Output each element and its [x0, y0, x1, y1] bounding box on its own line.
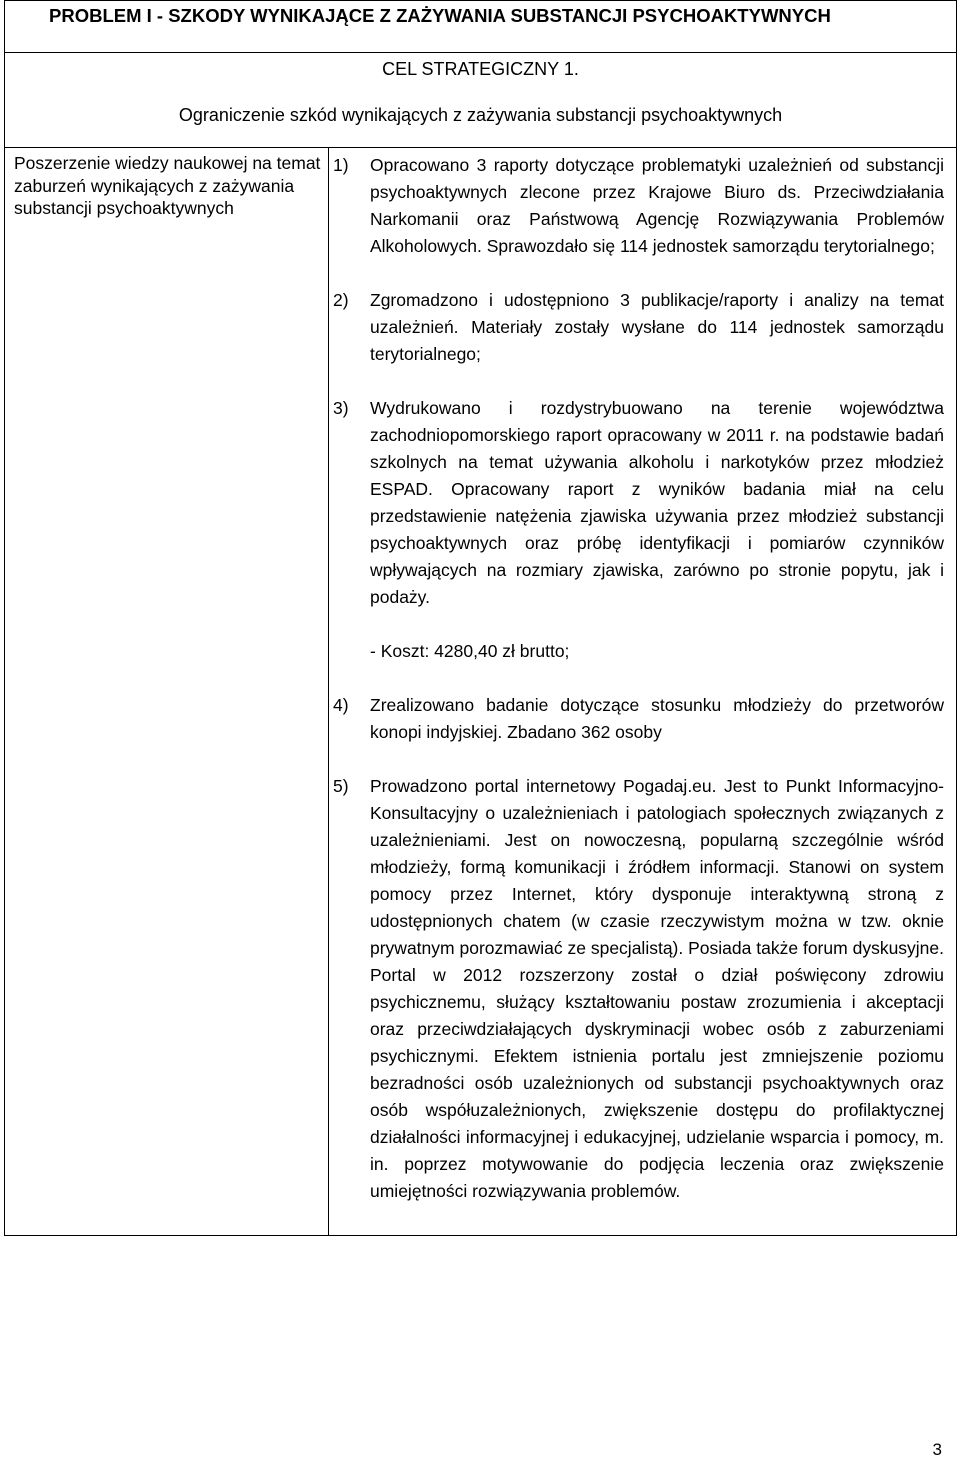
result-number: 2) — [333, 290, 349, 310]
strategic-goal-cell — [5, 53, 957, 148]
result-text: Prowadzono portal internetowy Pogadaj.eu. Jest to Punkt Informacyjno-Konsultacyjny o uzależnieniach i patologiach społecznych związanych z uzależnieniami. Jest on nowoczesną, popularną szczególnie wśród młodzieży, formą komunikacji i źródłem informacji. Stanowi on system pomocy przez Internet, który dysponuje interaktywną stroną z udostępnionych chatem (w czasie rzeczywistym można w tzw. oknie prywatnym porozmawiać ze specjalistą). Posiada także forum dyskusyjne. Portal w 2012 rozszerzony został o dział poświęcony zdrowiu psychicznemu, służący kształtowaniu postaw zrozumienia i akceptacji oraz przeciwdziałających dyskryminacji wobec osób z zaburzeniami psychicznymi. Efektem istnienia portalu jest zmniejszenie poziomu bezradności osób uzależnionych od substancji psychoaktywnych oraz osób współuzależnionych, zwiększenie dostępu do profilaktycznej działalności informacyjnej i edukacyjnej, udzielanie wsparcia i pomocy, m. in. poprzez motywowanie do podjęcia leczenia oraz zwiększenie umiejętności rozwiązywania problemów. — [370, 776, 945, 1201]
result-item-5 — [333, 773, 944, 1205]
result-number: 1) — [333, 155, 349, 175]
result-number: 4) — [333, 695, 349, 715]
result-item-1 — [333, 152, 944, 260]
result-item-3 — [333, 395, 944, 611]
result-text: Zgromadzono i udostępniono 3 publikacje/raporty i analizy na temat uzależnień. Materiały zostały wysłane do 114 jednostek samorządu terytorialnego; — [370, 290, 945, 364]
result-text: Opracowano 3 raporty dotyczące problematyki uzależnień od substancji psychoaktywnych zlecone przez Krajowe Biuro ds. Przeciwdziałania Narkomanii oraz Państwową Agencję Rozwiązywania Problemów Alkoholowych. Sprawozdało się 114 jednostek samorządu terytorialnego; — [370, 155, 945, 256]
task-cell — [5, 148, 329, 1236]
task-text: Poszerzenie wiedzy naukowej na temat zaburzeń wynikających z zażywania substancji psychoaktywnych — [14, 153, 321, 218]
cost-line: - Koszt: 4280,40 zł brutto; — [370, 641, 570, 661]
page-number: 3 — [932, 1440, 942, 1459]
problem-title: PROBLEM I - SZKODY WYNIKAJĄCE Z ZAŻYWANIA SUBSTANCJI PSYCHOAKTYWNYCH — [5, 1, 957, 53]
result-text: Wydrukowano i rozdystrybuowano na terenie województwa zachodniopomorskiego raport opracowany w 2011 r. na podstawie badań szkolnych na temat używania alkoholu i narkotyków przez młodzież ESPAD. Opracowany raport z wyników badania miał na celu przedstawienie natężenia zjawiska używania przez młodzież substancji psychoaktywnych oraz próbę identyfikacji i pomiarów czynników wpływających na rozmiary zjawiska, zarówno po stronie popytu, jak i podaży. — [370, 398, 945, 607]
result-item-4 — [333, 692, 944, 746]
results-cell — [329, 148, 957, 1236]
result-text: Zrealizowano badanie dotyczące stosunku młodzieży do przetworów konopi indyjskiej. Zbadano 362 osoby — [370, 695, 945, 742]
result-item-2 — [333, 287, 944, 368]
result-number: 5) — [333, 776, 349, 796]
result-number: 3) — [333, 398, 349, 418]
strategic-goal-label: CEL STRATEGICZNY 1. — [382, 59, 579, 79]
report-table — [4, 0, 957, 1236]
strategic-goal-text: Ograniczenie szkód wynikających z zażywania substancji psychoaktywnych — [178, 105, 783, 125]
